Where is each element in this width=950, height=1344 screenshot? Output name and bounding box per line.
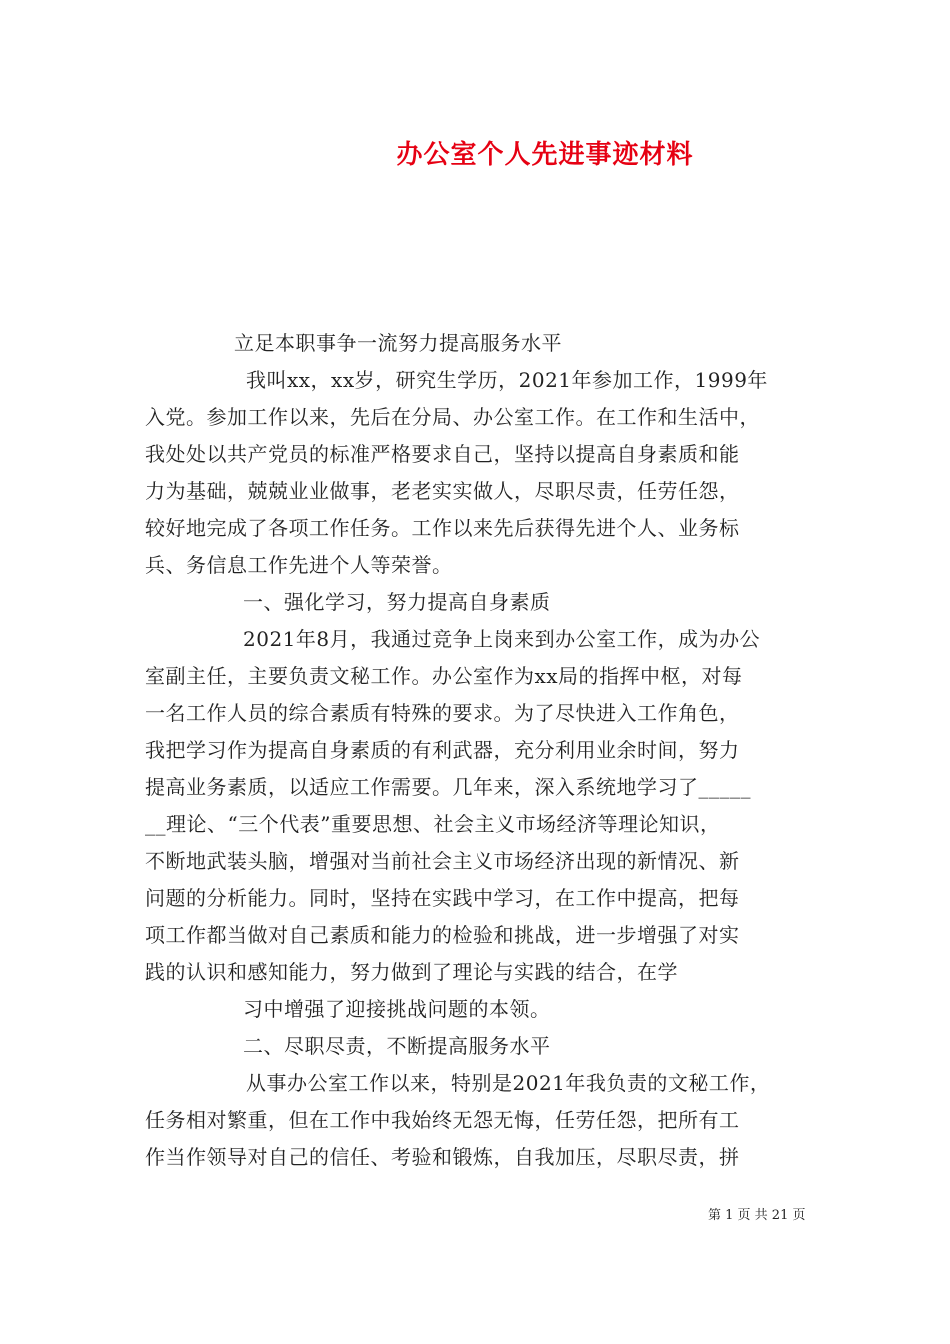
paragraph-line: 践的认识和感知能力，努力做到了理论与实践的结合，在学 <box>145 960 678 984</box>
section-heading-2: 二、尽职尽责，不断提高服务水平 <box>243 1034 551 1058</box>
document-title: 办公室个人先进事迹材料 <box>396 140 694 170</box>
paragraph-line: 提高业务素质，以适应工作需要。几年来，深入系统地学习了_____ <box>145 775 751 799</box>
page-footer: 第 1 页 共 21 页 <box>708 1208 806 1223</box>
paragraph-line: 兵、务信息工作先进个人等荣誉。 <box>145 553 453 577</box>
paragraph-line: 任务相对繁重，但在工作中我始终无怨无悔，任劳任怨，把所有工 <box>145 1108 740 1132</box>
paragraph-line: 项工作都当做对自己素质和能力的检验和挑战，进一步增强了对实 <box>145 923 740 947</box>
paragraph-line: 从事办公室工作以来，特别是2021年我负责的文秘工作， <box>246 1071 771 1095</box>
section-heading-1: 一、强化学习，努力提高自身素质 <box>243 590 551 614</box>
paragraph-line: 入党。参加工作以来，先后在分局、办公室工作。在工作和生活中， <box>145 405 760 429</box>
paragraph-line: 我把学习作为提高自身素质的有利武器，充分利用业余时间，努力 <box>145 738 740 762</box>
paragraph-line: 我叫xx，xx岁，研究生学历，2021年参加工作，1999年 <box>246 368 768 392</box>
subtitle-line: 立足本职事争一流努力提高服务水平 <box>234 331 562 355</box>
paragraph-line: 作当作领导对自己的信任、考验和锻炼，自我加压，尽职尽责，拼 <box>145 1145 740 1169</box>
paragraph-line: 不断地武装头脑，增强对当前社会主义市场经济出现的新情况、新 <box>145 849 740 873</box>
paragraph-line: 我处处以共产党员的标准严格要求自己，坚持以提高自身素质和能 <box>145 442 740 466</box>
paragraph-line: 力为基础，兢兢业业做事，老老实实做人，尽职尽责，任劳任怨， <box>145 479 740 503</box>
paragraph-line: 2021年8月，我通过竞争上岗来到办公室工作，成为办公 <box>243 627 761 651</box>
paragraph-line: __理论、“三个代表”重要思想、社会主义市场经济等理论知识， <box>145 812 721 836</box>
paragraph-line: 一名工作人员的综合素质有特殊的要求。为了尽快进入工作角色， <box>145 701 740 725</box>
paragraph-line: 较好地完成了各项工作任务。工作以来先后获得先进个人、业务标 <box>145 516 740 540</box>
paragraph-line: 习中增强了迎接挑战问题的本领。 <box>243 997 551 1021</box>
paragraph-line: 室副主任，主要负责文秘工作。办公室作为xx局的指挥中枢，对每 <box>145 664 743 688</box>
paragraph-line: 问题的分析能力。同时，坚持在实践中学习，在工作中提高，把每 <box>145 886 740 910</box>
